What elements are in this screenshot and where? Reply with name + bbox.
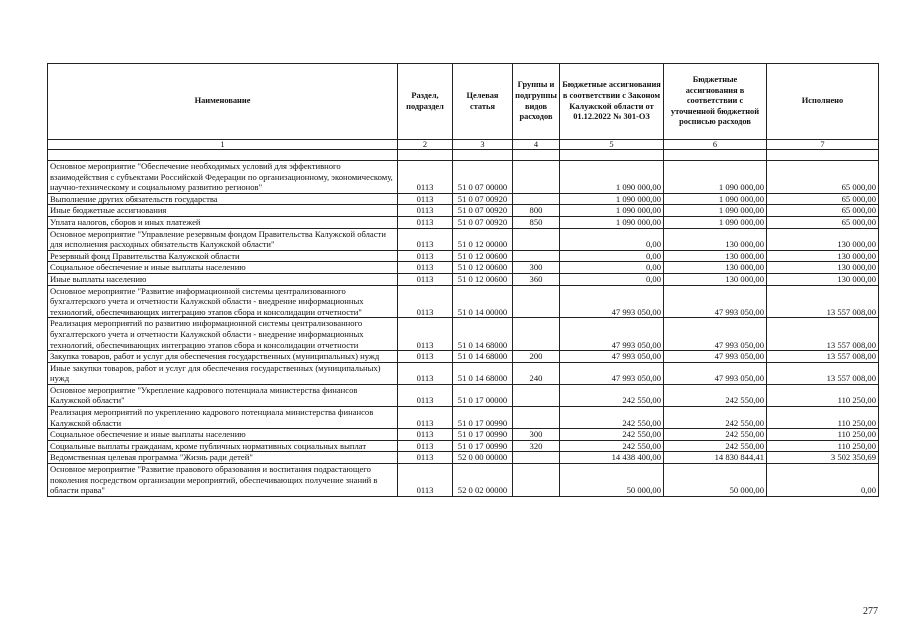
header-budget-law: Бюджетные ассигнования в соответствии с Законом Калужской области от 01.12.2022 № 301-ОЗ	[560, 64, 664, 140]
column-number: 6	[664, 140, 767, 150]
row-executed: 65 000,00	[767, 216, 879, 228]
table-row	[48, 429, 879, 441]
column-number: 3	[453, 140, 513, 150]
row-section: 0113	[398, 318, 453, 351]
row-target: 51 0 12 00600	[453, 273, 513, 285]
table-row	[48, 216, 879, 228]
row-name: Социальные выплаты гражданам, кроме публичных нормативных социальных выплат	[48, 440, 398, 452]
row-executed: 110 250,00	[767, 440, 879, 452]
row-group: 850	[513, 216, 560, 228]
row-group: 320	[513, 440, 560, 452]
header-row	[48, 64, 879, 140]
row-budget-law: 242 550,00	[560, 407, 664, 429]
row-budget-law: 47 993 050,00	[560, 362, 664, 384]
row-budget-law: 47 993 050,00	[560, 285, 664, 318]
table-row	[48, 452, 879, 464]
row-target: 51 0 17 00000	[453, 384, 513, 406]
row-group: 800	[513, 205, 560, 217]
row-name: Уплата налогов, сборов и иных платежей	[48, 216, 398, 228]
row-target: 51 0 07 00920	[453, 205, 513, 217]
column-number-row	[48, 140, 879, 150]
row-budget-law: 50 000,00	[560, 464, 664, 497]
row-budget-refined: 130 000,00	[664, 250, 767, 262]
row-budget-law: 1 090 000,00	[560, 193, 664, 205]
table-row	[48, 440, 879, 452]
row-budget-refined: 130 000,00	[664, 228, 767, 250]
row-budget-law: 0,00	[560, 228, 664, 250]
budget-table-sheet	[47, 63, 878, 497]
row-budget-law: 1 090 000,00	[560, 216, 664, 228]
row-group: 360	[513, 273, 560, 285]
row-target: 51 0 14 00000	[453, 285, 513, 318]
row-section: 0113	[398, 384, 453, 406]
row-section: 0113	[398, 429, 453, 441]
row-executed: 13 557 008,00	[767, 318, 879, 351]
row-executed: 130 000,00	[767, 228, 879, 250]
table-row	[48, 250, 879, 262]
row-budget-refined: 47 993 050,00	[664, 285, 767, 318]
row-group	[513, 193, 560, 205]
row-target: 51 0 14 68000	[453, 318, 513, 351]
row-target: 51 0 14 68000	[453, 351, 513, 363]
row-name: Основное мероприятие "Развитие информационной системы централизованного бухгалтерского учета и отчетности Калужской области - внедрение информационных технологий, обеспечивающих интеграцию этапов сбора и консолидации отчетности"	[48, 285, 398, 318]
row-target: 51 0 12 00600	[453, 262, 513, 274]
row-target: 52 0 02 00000	[453, 464, 513, 497]
table-row	[48, 205, 879, 217]
row-budget-law: 0,00	[560, 262, 664, 274]
row-section: 0113	[398, 452, 453, 464]
row-section: 0113	[398, 193, 453, 205]
row-name: Иные выплаты населению	[48, 273, 398, 285]
table-row	[48, 351, 879, 363]
row-name: Ведомственная целевая программа "Жизнь ради детей"	[48, 452, 398, 464]
table-row	[48, 161, 879, 194]
row-section: 0113	[398, 285, 453, 318]
row-budget-refined: 1 090 000,00	[664, 161, 767, 194]
row-name: Реализация мероприятий по укреплению кадрового потенциала министерства финансов Калужской области	[48, 407, 398, 429]
row-section: 0113	[398, 273, 453, 285]
header-name: Наименование	[48, 64, 398, 140]
row-budget-law: 1 090 000,00	[560, 161, 664, 194]
row-name: Основное мероприятие "Управление резервным фондом Правительства Калужской области для исполнения расходных обязательств Калужской области"	[48, 228, 398, 250]
column-number: 7	[767, 140, 879, 150]
row-executed: 65 000,00	[767, 193, 879, 205]
row-target: 51 0 12 00000	[453, 228, 513, 250]
column-number: 2	[398, 140, 453, 150]
row-name: Иные закупки товаров, работ и услуг для обеспечения государственных (муниципальных) нужд	[48, 362, 398, 384]
row-name: Основное мероприятие "Укрепление кадрового потенциала министерства финансов Калужской области"	[48, 384, 398, 406]
row-budget-refined: 14 830 844,41	[664, 452, 767, 464]
row-budget-law: 1 090 000,00	[560, 205, 664, 217]
row-group	[513, 285, 560, 318]
spacer-row	[48, 150, 879, 161]
row-name: Иные бюджетные ассигнования	[48, 205, 398, 217]
row-name: Социальное обеспечение и иные выплаты населению	[48, 429, 398, 441]
row-section: 0113	[398, 440, 453, 452]
header-executed: Исполнено	[767, 64, 879, 140]
table-row	[48, 384, 879, 406]
row-executed: 13 557 008,00	[767, 351, 879, 363]
row-budget-refined: 242 550,00	[664, 407, 767, 429]
row-budget-refined: 50 000,00	[664, 464, 767, 497]
row-budget-refined: 1 090 000,00	[664, 216, 767, 228]
row-budget-refined: 47 993 050,00	[664, 318, 767, 351]
row-name: Выполнение других обязательств государства	[48, 193, 398, 205]
row-group	[513, 464, 560, 497]
row-executed: 130 000,00	[767, 262, 879, 274]
row-executed: 110 250,00	[767, 384, 879, 406]
row-executed: 130 000,00	[767, 273, 879, 285]
row-group	[513, 318, 560, 351]
column-number: 4	[513, 140, 560, 150]
row-section: 0113	[398, 407, 453, 429]
budget-table	[47, 63, 879, 497]
row-target: 51 0 17 00990	[453, 407, 513, 429]
row-target: 51 0 07 00920	[453, 193, 513, 205]
page-number: 277	[863, 606, 878, 617]
row-budget-refined: 130 000,00	[664, 273, 767, 285]
row-name: Закупка товаров, работ и услуг для обеспечения государственных (муниципальных) нужд	[48, 351, 398, 363]
column-number: 5	[560, 140, 664, 150]
row-budget-law: 242 550,00	[560, 440, 664, 452]
row-section: 0113	[398, 216, 453, 228]
row-name: Резервный фонд Правительства Калужской области	[48, 250, 398, 262]
row-budget-refined: 47 993 050,00	[664, 362, 767, 384]
row-name: Реализация мероприятий по развитию информационной системы централизованного бухгалтерского учета и отчетности Калужской области - внедрение информационных технологий, обеспечивающих интеграцию этапов сбора и консолидации отчетности	[48, 318, 398, 351]
row-target: 51 0 17 00990	[453, 429, 513, 441]
table-row	[48, 273, 879, 285]
table-row	[48, 318, 879, 351]
row-executed: 0,00	[767, 464, 879, 497]
row-executed: 65 000,00	[767, 161, 879, 194]
row-name: Основное мероприятие "Развитие правового образования и воспитания подрастающего поколения посредством организации мероприятий, обеспечивающих получение знаний в области права"	[48, 464, 398, 497]
row-group: 240	[513, 362, 560, 384]
row-target: 51 0 07 00000	[453, 161, 513, 194]
row-target: 52 0 00 00000	[453, 452, 513, 464]
row-group	[513, 228, 560, 250]
row-budget-refined: 242 550,00	[664, 384, 767, 406]
row-budget-refined: 242 550,00	[664, 429, 767, 441]
table-body	[48, 150, 879, 497]
table-row	[48, 407, 879, 429]
row-budget-law: 47 993 050,00	[560, 351, 664, 363]
row-section: 0113	[398, 161, 453, 194]
row-budget-law: 242 550,00	[560, 384, 664, 406]
table-row	[48, 362, 879, 384]
table-row	[48, 262, 879, 274]
row-target: 51 0 07 00920	[453, 216, 513, 228]
row-group	[513, 161, 560, 194]
row-group: 300	[513, 429, 560, 441]
row-executed: 13 557 008,00	[767, 285, 879, 318]
row-section: 0113	[398, 262, 453, 274]
row-group	[513, 407, 560, 429]
row-name: Основное мероприятие "Обеспечение необходимых условий для эффективного взаимодействия с субъектами Российской Федерации по организационному, экономическому, научно-техническому и социальному развитию регионов"	[48, 161, 398, 194]
row-executed: 13 557 008,00	[767, 362, 879, 384]
row-executed: 110 250,00	[767, 407, 879, 429]
row-budget-law: 47 993 050,00	[560, 318, 664, 351]
row-budget-law: 0,00	[560, 250, 664, 262]
row-budget-refined: 1 090 000,00	[664, 205, 767, 217]
row-group	[513, 250, 560, 262]
row-group: 300	[513, 262, 560, 274]
row-group: 200	[513, 351, 560, 363]
row-budget-law: 242 550,00	[560, 429, 664, 441]
row-budget-law: 14 438 400,00	[560, 452, 664, 464]
row-executed: 110 250,00	[767, 429, 879, 441]
header-groups: Группы и подгруппы видов расходов	[513, 64, 560, 140]
row-section: 0113	[398, 250, 453, 262]
row-executed: 65 000,00	[767, 205, 879, 217]
table-row	[48, 193, 879, 205]
header-budget-refined: Бюджетные ассигнования в соответствии с уточненной бюджетной росписью расходов	[664, 64, 767, 140]
header-section: Раздел, подраздел	[398, 64, 453, 140]
row-section: 0113	[398, 228, 453, 250]
row-executed: 3 502 350,69	[767, 452, 879, 464]
row-group	[513, 384, 560, 406]
row-target: 51 0 14 68000	[453, 362, 513, 384]
row-section: 0113	[398, 205, 453, 217]
table-row	[48, 285, 879, 318]
row-budget-refined: 47 993 050,00	[664, 351, 767, 363]
table-row	[48, 228, 879, 250]
row-section: 0113	[398, 464, 453, 497]
row-name: Социальное обеспечение и иные выплаты населению	[48, 262, 398, 274]
row-budget-refined: 130 000,00	[664, 262, 767, 274]
row-group	[513, 452, 560, 464]
row-budget-refined: 1 090 000,00	[664, 193, 767, 205]
header-target: Целевая статья	[453, 64, 513, 140]
row-budget-refined: 242 550,00	[664, 440, 767, 452]
row-target: 51 0 17 00990	[453, 440, 513, 452]
row-section: 0113	[398, 362, 453, 384]
table-row	[48, 464, 879, 497]
row-budget-law: 0,00	[560, 273, 664, 285]
column-number: 1	[48, 140, 398, 150]
row-target: 51 0 12 00600	[453, 250, 513, 262]
row-executed: 130 000,00	[767, 250, 879, 262]
row-section: 0113	[398, 351, 453, 363]
